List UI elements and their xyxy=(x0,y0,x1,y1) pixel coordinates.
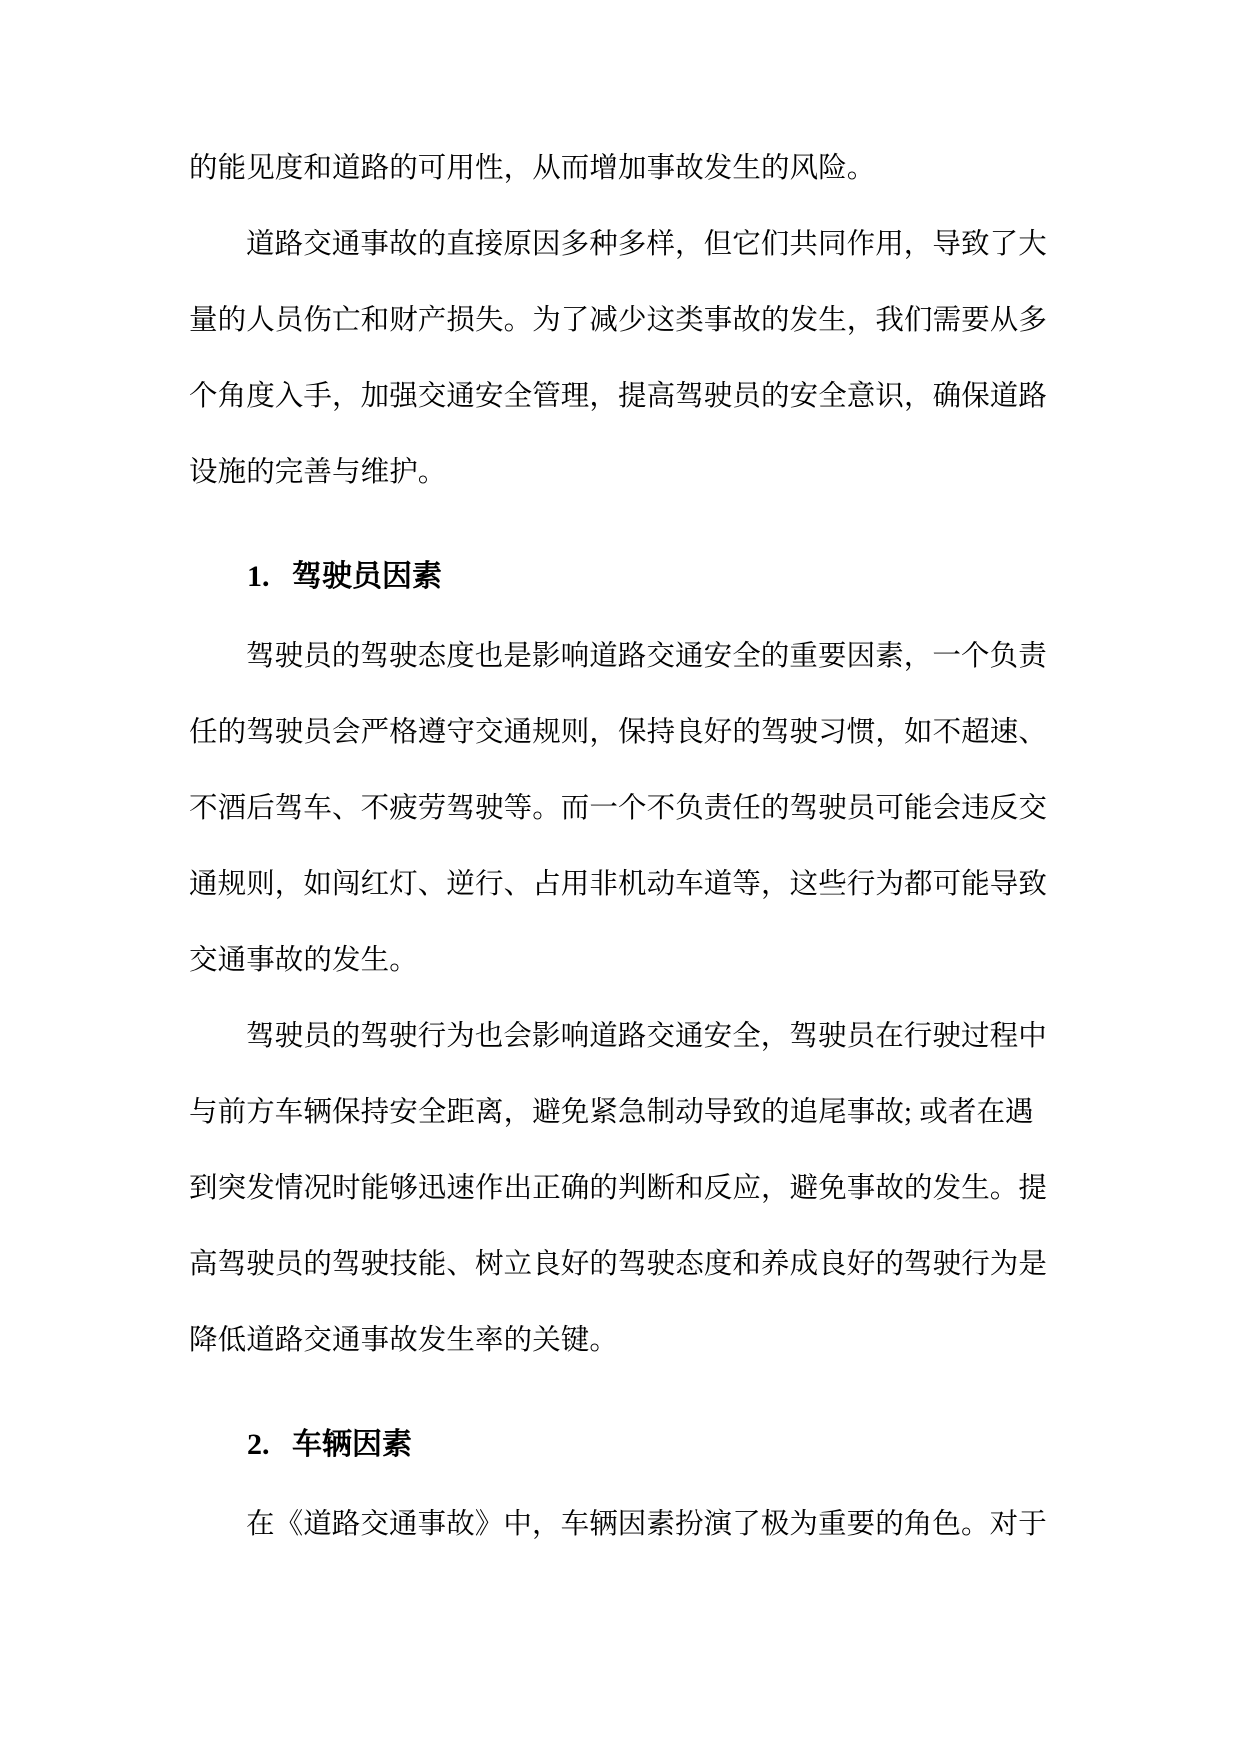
text-line: 不酒后驾车、不疲劳驾驶等。而一个不负责任的驾驶员可能会违反交 xyxy=(189,793,1048,824)
text-line: 的能见度和道路的可用性，从而增加事故发生的风险。 xyxy=(189,153,876,184)
text-line: 与前方车辆保持安全距离，避免紧急制动导致的追尾事故; 或者在遇 xyxy=(189,1097,1034,1128)
section-heading xyxy=(189,1407,1049,1483)
text-line: 道路交通事故的直接原因多种多样，但它们共同作用，导致了大 xyxy=(246,229,1047,260)
paragraph xyxy=(189,131,1049,207)
paragraph xyxy=(189,999,1049,1379)
paragraph xyxy=(189,1487,1049,1563)
text-line: 交通事故的发生。 xyxy=(189,945,418,976)
text-line: 任的驾驶员会严格遵守交通规则，保持良好的驾驶习惯，如不超速、 xyxy=(189,717,1048,748)
text-line: 量的人员伤亡和财产损失。为了减少这类事故的发生，我们需要从多 xyxy=(189,305,1048,336)
heading-number: 1. xyxy=(247,560,270,593)
heading-title: 驾驶员因素 xyxy=(292,560,442,593)
section-heading xyxy=(189,539,1049,615)
paragraph xyxy=(189,207,1049,511)
text-line: 设施的完善与维护。 xyxy=(189,457,447,488)
text-line: 驾驶员的驾驶行为也会影响道路交通安全，驾驶员在行驶过程中 xyxy=(246,1021,1047,1052)
text-line: 高驾驶员的驾驶技能、树立良好的驾驶态度和养成良好的驾驶行为是 xyxy=(189,1249,1048,1280)
text-line: 到突发情况时能够迅速作出正确的判断和反应，避免事故的发生。提 xyxy=(189,1173,1048,1204)
heading-number: 2. xyxy=(247,1428,270,1461)
text-line: 个角度入手，加强交通安全管理，提高驾驶员的安全意识，确保道路 xyxy=(189,381,1048,412)
body-text xyxy=(189,131,1049,1563)
text-line: 在《道路交通事故》中，车辆因素扮演了极为重要的角色。对于 xyxy=(246,1509,1047,1540)
paragraph xyxy=(189,619,1049,999)
text-line: 降低道路交通事故发生率的关键。 xyxy=(189,1325,619,1356)
text-line: 通规则，如闯红灯、逆行、占用非机动车道等，这些行为都可能导致 xyxy=(189,869,1048,900)
text-line: 驾驶员的驾驶态度也是影响道路交通安全的重要因素，一个负责 xyxy=(246,641,1047,672)
heading-title: 车辆因素 xyxy=(292,1428,412,1461)
